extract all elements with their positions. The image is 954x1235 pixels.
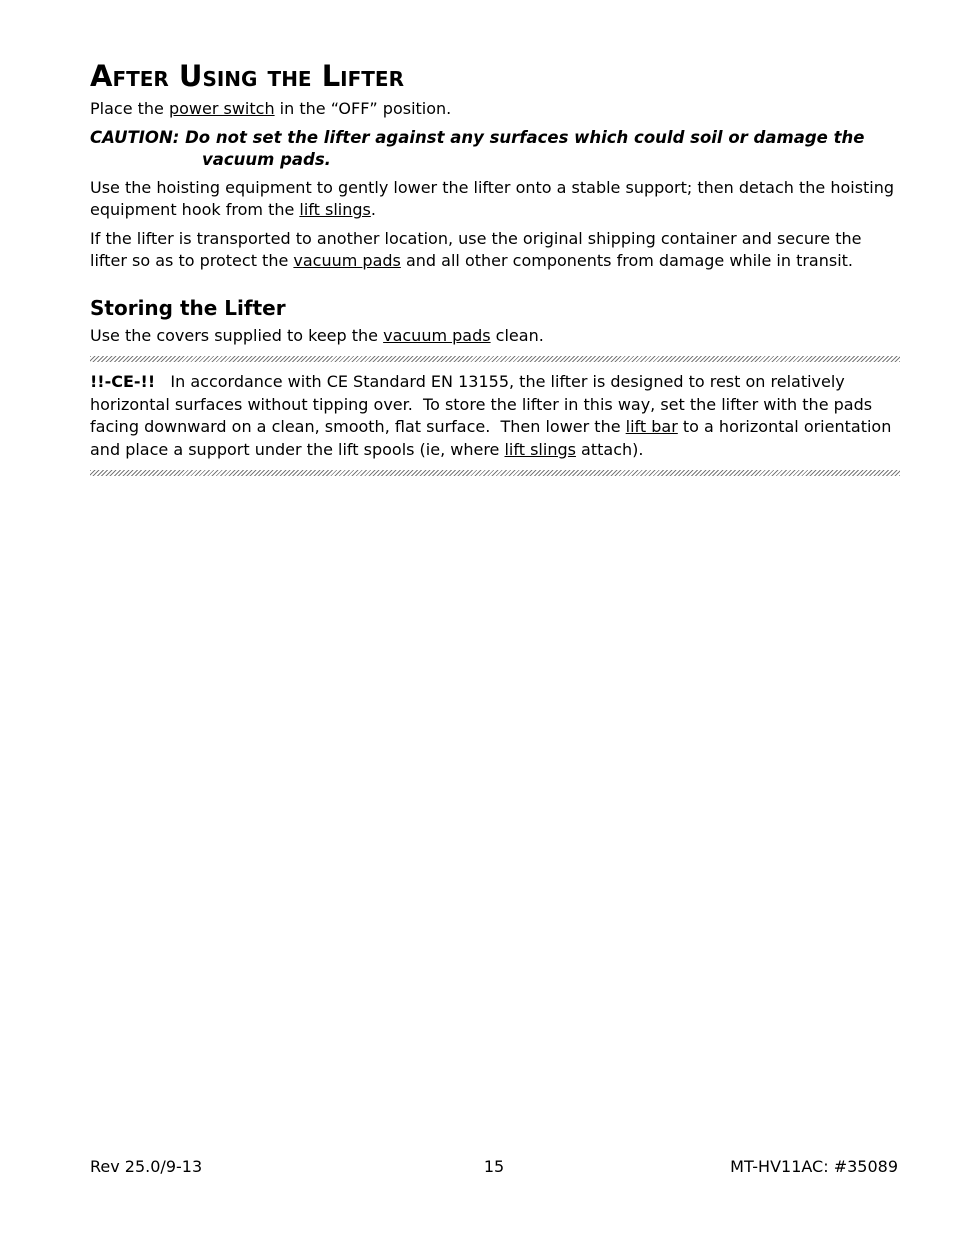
text: and all other components from damage while in transit. xyxy=(400,251,854,270)
link-vacuum-pads[interactable]: vacuum pads xyxy=(293,251,401,270)
divider-top xyxy=(90,356,900,362)
divider-bottom xyxy=(90,470,900,476)
link-lift-slings[interactable]: lift slings xyxy=(504,439,576,459)
ce-label: !!-CE-!! xyxy=(90,372,156,391)
text: In accordance with CE Standard EN 13155, the lifter is designed to rest on relatively horizontal surfaces without tipping over. To store the lifter in this way, set the lifter with the pads facing downward on a clean, smooth, flat surface. Then lower the xyxy=(90,372,878,436)
text: Place the xyxy=(90,99,169,118)
paragraph-lower-lifter xyxy=(90,177,900,222)
revision-label: Rev 25.0/9-13 xyxy=(90,1157,203,1176)
text: If the lifter is transported to another location, use the original shipping container and secure the lifter so as to protect the xyxy=(90,228,862,270)
ce-note xyxy=(90,371,900,461)
paragraph-transport xyxy=(90,228,900,273)
link-lift-slings[interactable]: lift slings xyxy=(299,200,371,219)
text: to a horizontal orientation and place a support under the lift spools (ie, where xyxy=(90,417,892,459)
text: Use the covers supplied to keep the xyxy=(90,325,384,345)
page-number: 15 xyxy=(483,1157,505,1176)
caution-note: CAUTION: Do not set the lifter against any surfaces which could soil or damage the vacuum pads. xyxy=(90,127,865,169)
link-lift-bar[interactable]: lift bar xyxy=(625,417,678,436)
text: Use the hoisting equipment to gently lower the lifter onto a stable support; then detach the hoisting equipment hook from the xyxy=(90,177,895,219)
link-vacuum-pads[interactable]: vacuum pads xyxy=(383,325,491,345)
text: attach). xyxy=(575,439,644,459)
link-power-switch[interactable]: power switch xyxy=(168,99,275,118)
text: . xyxy=(370,200,376,219)
paragraph-power-switch xyxy=(90,98,900,121)
section-title: After Using the Lifter xyxy=(90,59,404,93)
paragraph-covers xyxy=(90,325,900,348)
document-id: MT-HV11AC: #35089 xyxy=(730,1157,898,1176)
text: in the “OFF” position. xyxy=(274,99,452,118)
page-footer xyxy=(90,1156,898,1178)
subsection-title: Storing the Lifter xyxy=(90,295,286,320)
page-content xyxy=(90,58,900,485)
text: clean. xyxy=(490,325,544,345)
